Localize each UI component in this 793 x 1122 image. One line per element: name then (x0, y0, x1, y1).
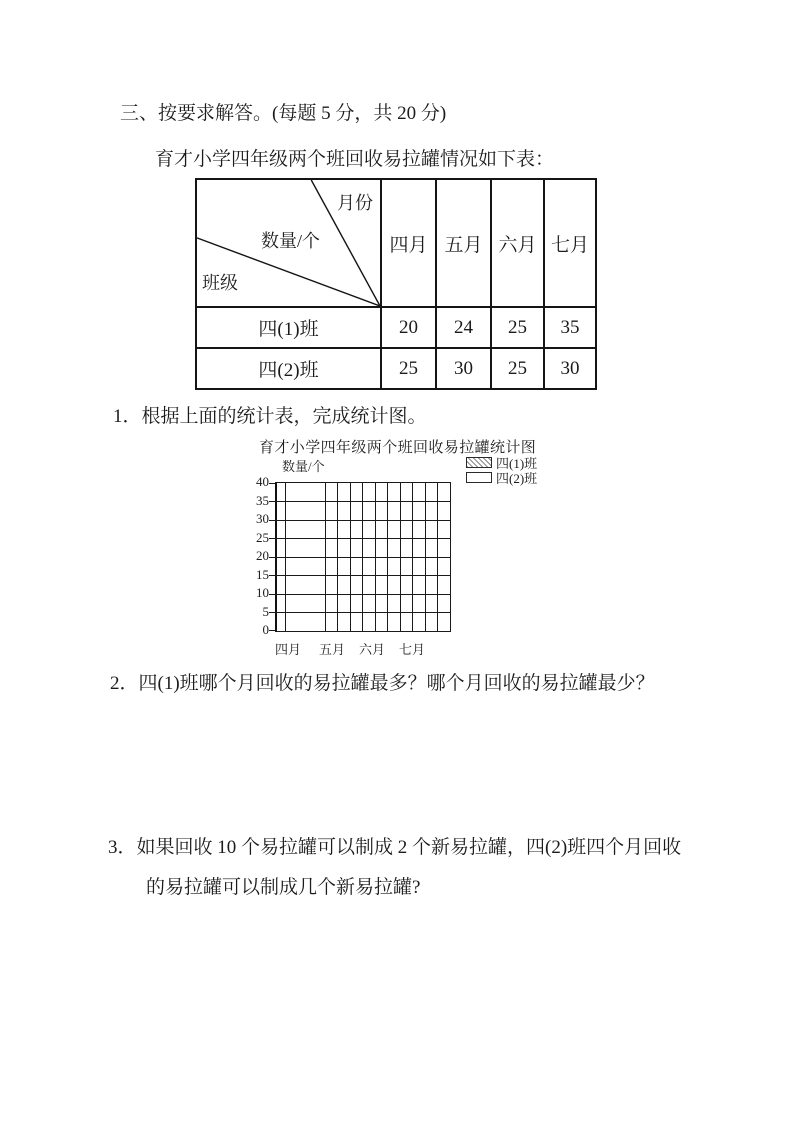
y-tick-mark (269, 501, 277, 502)
legend-swatch-hatched-icon (466, 457, 492, 468)
gridline-v (375, 483, 376, 631)
y-tick-label: 35 (256, 493, 269, 508)
y-tick-label: 0 (262, 622, 269, 637)
y-tick-label: 40 (256, 474, 269, 489)
x-tick-label: 七月 (398, 642, 425, 657)
row-label-class2: 四(2)班 (196, 348, 381, 389)
corner-label-quantity: 数量/个 (261, 231, 321, 251)
y-tick-mark (269, 520, 277, 521)
table-row (196, 348, 596, 389)
y-tick-label: 20 (256, 548, 269, 563)
table-cell: 20 (381, 307, 436, 348)
y-tick-mark (269, 557, 277, 558)
table-col-header: 四月 (381, 179, 436, 307)
gridline-v (425, 483, 426, 631)
legend-label: 四(2)班 (496, 471, 538, 486)
table-corner-cell (196, 179, 381, 307)
gridline-v (350, 483, 351, 631)
gridline-v (400, 483, 401, 631)
gridline-v (362, 483, 363, 631)
table-cell: 25 (381, 348, 436, 389)
table-cell: 30 (436, 348, 491, 389)
section-heading: 三、按要求解答。(每题 5 分，共 20 分) (120, 103, 447, 124)
y-tick-label: 15 (256, 567, 269, 582)
y-tick-label: 30 (256, 511, 269, 526)
x-tick-label: 五月 (318, 642, 345, 657)
table-row (196, 307, 596, 348)
question-2: 2．四(1)班哪个月回收的易拉罐最多？哪个月回收的易拉罐最少？ (110, 673, 655, 694)
x-tick-label: 四月 (274, 642, 301, 657)
y-tick-mark (269, 538, 277, 539)
y-tick-mark (269, 612, 277, 613)
gridline-v (285, 483, 286, 631)
legend-swatch-white-icon (466, 472, 492, 483)
intro-text: 育才小学四年级两个班回收易拉罐情况如下表： (155, 149, 555, 170)
chart-legend (466, 456, 537, 486)
table-cell: 30 (544, 348, 596, 389)
question-3-line1: 3．如果回收 10 个易拉罐可以制成 2 个新易拉罐，四(2)班四个月回收 (108, 837, 682, 858)
gridline-v (412, 483, 413, 631)
gridline-v (337, 483, 338, 631)
y-tick-mark (269, 594, 277, 595)
stats-table (195, 178, 597, 390)
chart-plot-grid (275, 482, 451, 632)
table-col-header: 五月 (436, 179, 491, 307)
y-tick-label: 25 (256, 530, 269, 545)
question-3-line2: 的易拉罐可以制成几个新易拉罐? (146, 877, 421, 898)
y-tick-label: 5 (262, 604, 269, 619)
legend-label: 四(1)班 (496, 456, 538, 471)
chart-title: 育才小学四年级两个班回收易拉罐统计图 (259, 440, 537, 456)
gridline-v (325, 483, 326, 631)
gridline-v (387, 483, 388, 631)
corner-label-class: 班级 (202, 273, 238, 293)
y-tick-mark (269, 630, 277, 631)
table-cell: 25 (491, 348, 544, 389)
chart-y-axis-label: 数量/个 (282, 459, 325, 474)
table-cell: 25 (491, 307, 544, 348)
table-cell: 35 (544, 307, 596, 348)
table-cell: 24 (436, 307, 491, 348)
y-tick-mark (269, 483, 277, 484)
table-col-header: 七月 (544, 179, 596, 307)
y-tick-label: 10 (256, 585, 269, 600)
question-1: 1．根据上面的统计表，完成统计图。 (113, 406, 427, 427)
table-col-header: 六月 (491, 179, 544, 307)
legend-item-class2 (466, 471, 537, 484)
row-label-class1: 四(1)班 (196, 307, 381, 348)
y-tick-mark (269, 575, 277, 576)
x-tick-label: 六月 (358, 642, 385, 657)
corner-label-month: 月份 (337, 193, 373, 213)
gridline-v (437, 483, 438, 631)
